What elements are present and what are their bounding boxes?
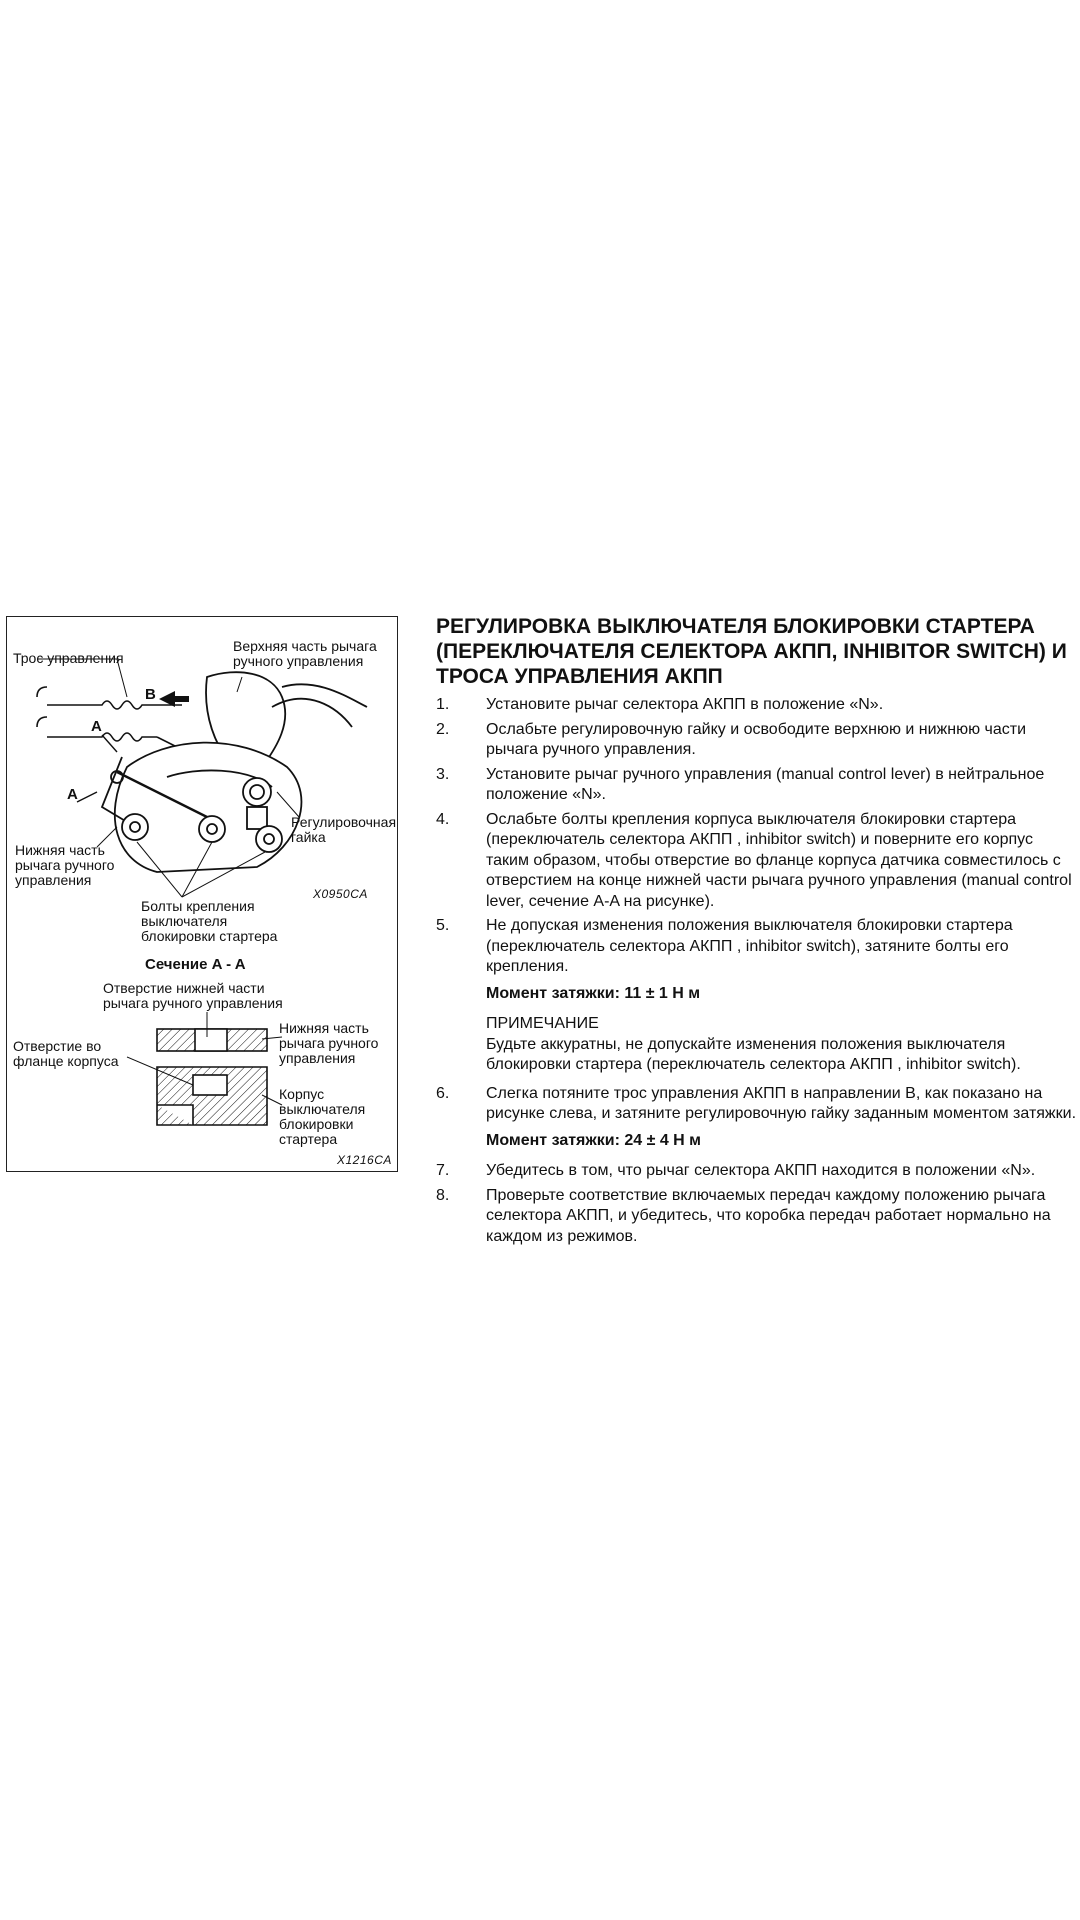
instructions-column [436,614,1076,1251]
lower-lever-label: Нижняя часть рычага ручного управления [15,842,115,888]
step-item [436,695,1076,716]
step-number: 6. [436,1084,450,1102]
document-title: РЕГУЛИРОВКА ВЫКЛЮЧАТЕЛЯ БЛОКИРОВКИ СТАРТЕРА (ПЕРЕКЛЮЧАТЕЛЯ СЕЛЕКТОРА АКПП, INHIBITOR SWITCH) И ТРОСА УПРАВЛЕНИЯ АКПП [436,615,1067,688]
step-item [436,1161,1076,1182]
torque-spec-2: Момент затяжки: 24 ± 4 Н м [486,1131,701,1149]
step-item [436,916,1076,1076]
flange-hole-label: Отверстие во фланце корпуса [13,1038,119,1069]
step-text: Проверьте соответствие включаемых передач каждому положению рычага селектора АКПП, и убедитесь, что коробка передач работает нормально на каждом из режимов. [486,1186,1051,1245]
letter-a-upper-label: A [91,718,102,735]
control-cable-drawing [37,687,182,747]
lower-hole-label: Отверстие нижней части рычага ручного управления [103,980,283,1011]
figure-code-1: X0950CA [313,887,368,901]
section-a-a-drawing [127,1012,282,1125]
mounting-bolts-label: Болты крепления выключателя блокировки стартера [141,898,278,944]
step-text: Установите рычаг селектора АКПП в положение «N». [486,696,884,713]
letter-a-lower-label: A [67,786,78,803]
step-text: Слегка потяните трос управления АКПП в направлении B, как показано на рисунке слева, и затяните регулировочную гайку заданным моментом затяжки. [486,1084,1077,1122]
cable-label: Трос управления [13,650,124,666]
step-item [436,810,1076,913]
step-number: 7. [436,1162,450,1179]
step-text: Ослабьте болты крепления корпуса выключателя блокировки стартера (переключатель селектора АКПП , inhibitor switch) и поверните его корпус таким образом, чтобы отверстие во фланце корпуса датчика совместилось с отверстием на конце нижней части рычага ручного управления (manual control lever, сечение A-A на рисунке). [486,810,1072,910]
note-title: ПРИМЕЧАНИЕ [486,1015,599,1032]
adjusting-nut-label: Регулировочная гайка [291,814,397,845]
step-item [436,720,1076,761]
step-number: 1. [436,696,450,713]
step-number: 8. [436,1186,450,1204]
step-number: 4. [436,810,450,828]
step-text: Не допуская изменения положения выключателя блокировки стартера (переключатель селектора АКПП , inhibitor switch), затяните болты его крепления. [486,917,1013,975]
letter-b-label: B [145,686,156,703]
step-item [436,1084,1076,1152]
note-text: Будьте аккуратны, не допускайте изменения положения выключателя блокировки стартера (переключатель селектора АКПП , inhibitor switch). [486,1035,1021,1073]
step-number: 5. [436,917,450,934]
step-number: 2. [436,720,450,738]
technical-figure [6,616,398,1172]
step-item [436,1186,1076,1248]
housing-label: Корпус выключателя блокировки стартера [279,1086,366,1147]
step-text: Установите рычаг ручного управления (manual control lever) в нейтральное положение «N». [486,765,1045,803]
section-title: Сечение A - A [145,956,246,973]
upper-lever-label: Верхняя часть рычага ручного управления [233,638,377,669]
step-number: 3. [436,765,450,783]
step-item [436,765,1076,806]
step-text: Убедитесь в том, что рычаг селектора АКПП находится в положении «N». [486,1162,1036,1179]
step-text: Ослабьте регулировочную гайку и освободите верхнюю и нижнюю части рычага ручного управления. [486,720,1027,758]
lower-part-label: Нижняя часть рычага ручного управления [279,1020,379,1066]
steps-list [436,695,1076,1247]
figure-code-2: X1216CA [337,1153,392,1167]
torque-spec-1: Момент затяжки: 11 ± 1 Н м [486,984,701,1002]
